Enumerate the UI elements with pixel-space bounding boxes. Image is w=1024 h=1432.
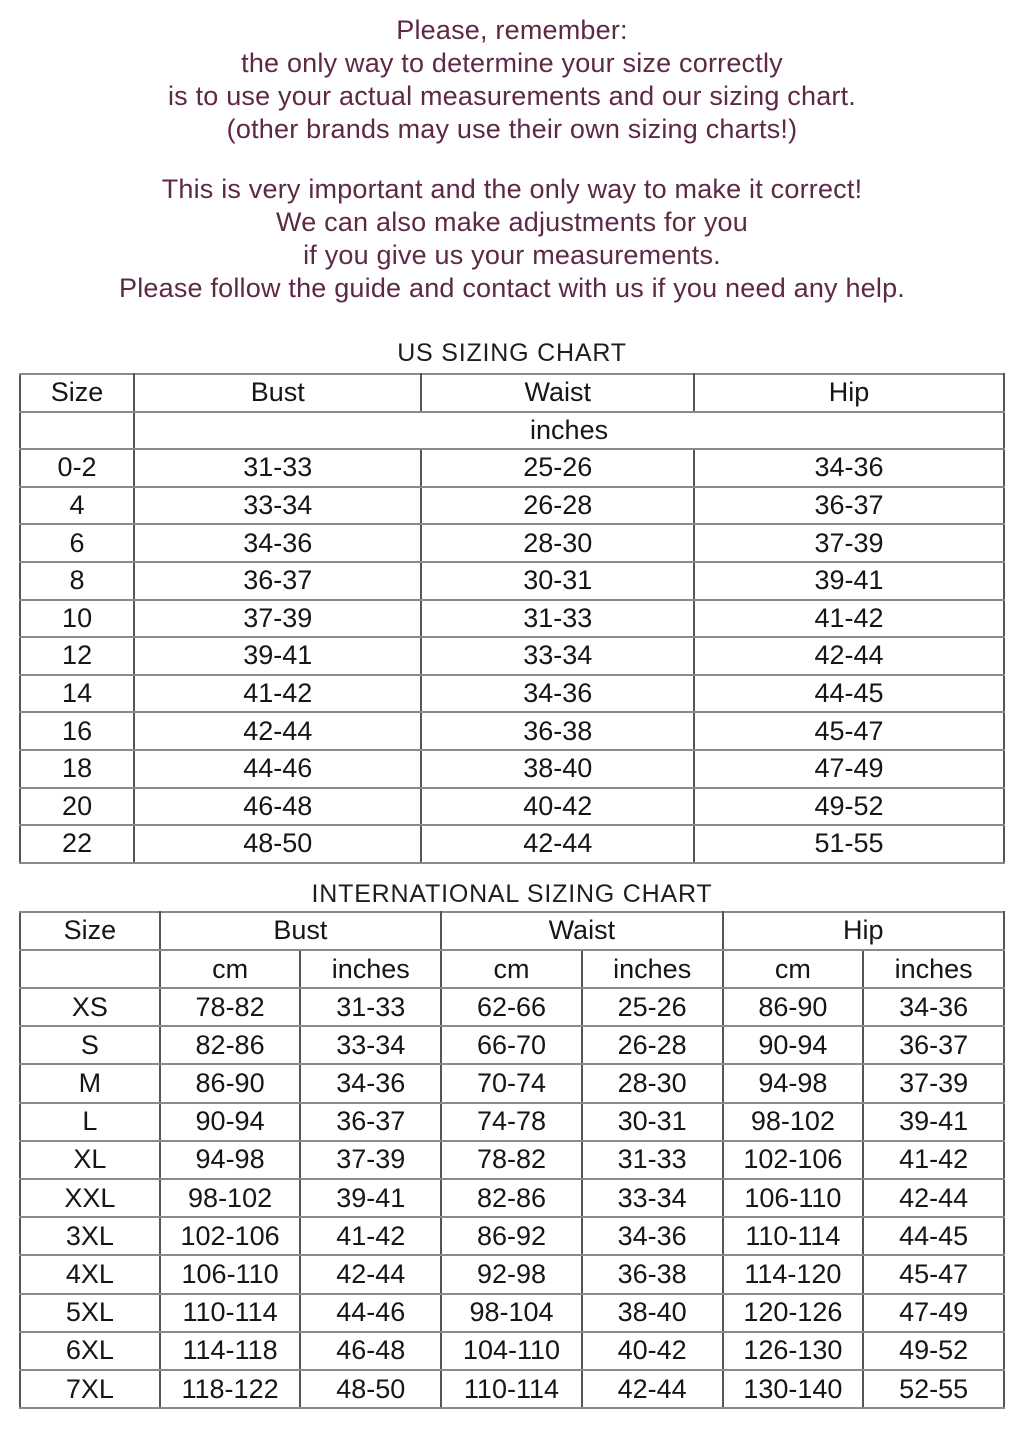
measurement-cell: 49-52 [863, 1332, 1004, 1370]
measurement-cell: 34-36 [300, 1064, 441, 1102]
intro-line: is to use your actual measurements and our sizing chart. [167, 81, 857, 111]
measurement-cell: 104-110 [441, 1332, 582, 1370]
measurement-cell: 33-34 [134, 487, 421, 525]
size-cell: 14 [20, 675, 134, 713]
measurement-cell: 31-33 [300, 988, 441, 1026]
measurement-cell: 42-44 [421, 825, 694, 863]
measurement-cell: 110-114 [160, 1294, 301, 1332]
intl-unit-row [20, 950, 1004, 988]
measurement-cell: 78-82 [160, 988, 301, 1026]
table-row [20, 1026, 1004, 1064]
table-row [20, 988, 1004, 1026]
size-cell: 6XL [20, 1332, 160, 1370]
measurement-cell: 28-30 [421, 524, 694, 562]
size-cell: M [20, 1064, 160, 1102]
column-header-hip: Hip [694, 374, 1004, 412]
measurement-cell: 46-48 [300, 1332, 441, 1370]
measurement-cell: 36-37 [134, 562, 421, 600]
size-cell: 16 [20, 712, 134, 750]
intl-chart-title: INTERNATIONAL SIZING CHART [311, 879, 713, 908]
size-cell: 12 [20, 637, 134, 675]
us-unit-row [20, 412, 1004, 450]
measurement-cell: 41-42 [300, 1217, 441, 1255]
measurement-cell: 78-82 [441, 1141, 582, 1179]
measurement-cell: 33-34 [582, 1179, 723, 1217]
measurement-cell: 44-46 [134, 750, 421, 788]
table-row [20, 449, 1004, 487]
size-cell: 20 [20, 788, 134, 826]
measurement-cell: 46-48 [134, 788, 421, 826]
column-header-size: Size [20, 374, 134, 412]
column-header-hip: Hip [723, 912, 1004, 950]
measurement-cell: 48-50 [300, 1370, 441, 1408]
measurement-cell: 98-102 [160, 1179, 301, 1217]
table-row [20, 1217, 1004, 1255]
us-sizing-table [19, 373, 1005, 864]
measurement-cell: 34-36 [694, 449, 1004, 487]
measurement-cell: 36-38 [582, 1255, 723, 1293]
size-cell: 8 [20, 562, 134, 600]
size-cell: XL [20, 1141, 160, 1179]
measurement-cell: 44-45 [694, 675, 1004, 713]
measurement-cell: 110-114 [723, 1217, 864, 1255]
measurement-cell: 40-42 [421, 788, 694, 826]
measurement-cell: 82-86 [441, 1179, 582, 1217]
measurement-cell: 47-49 [863, 1294, 1004, 1332]
measurement-cell: 118-122 [160, 1370, 301, 1408]
measurement-cell: 38-40 [582, 1294, 723, 1332]
measurement-cell: 33-34 [300, 1026, 441, 1064]
measurement-cell: 66-70 [441, 1026, 582, 1064]
measurement-cell: 74-78 [441, 1103, 582, 1141]
measurement-cell: 31-33 [134, 449, 421, 487]
table-row [20, 1141, 1004, 1179]
us-chart-title: US SIZING CHART [397, 339, 627, 367]
intro-line: Please follow the guide and contact with us if you need any help. [118, 273, 905, 303]
measurement-cell: 51-55 [694, 825, 1004, 863]
size-cell: XXL [20, 1179, 160, 1217]
measurement-cell: 34-36 [863, 988, 1004, 1026]
intl-header-row [20, 912, 1004, 950]
column-header-bust: Bust [160, 912, 441, 950]
measurement-cell: 106-110 [160, 1255, 301, 1293]
unit-label-cell: cm [441, 950, 582, 988]
measurement-cell: 39-41 [134, 637, 421, 675]
unit-label-cell: cm [160, 950, 301, 988]
measurement-cell: 36-37 [863, 1026, 1004, 1064]
table-row [20, 600, 1004, 638]
measurement-cell: 42-44 [300, 1255, 441, 1293]
column-header-waist: Waist [421, 374, 694, 412]
size-cell: 4 [20, 487, 134, 525]
measurement-cell: 36-37 [300, 1103, 441, 1141]
measurement-cell: 30-31 [421, 562, 694, 600]
measurement-cell: 28-30 [582, 1064, 723, 1102]
size-cell: S [20, 1026, 160, 1064]
column-header-bust: Bust [134, 374, 421, 412]
measurement-cell: 31-33 [582, 1141, 723, 1179]
measurement-cell: 90-94 [160, 1103, 301, 1141]
measurement-cell: 34-36 [421, 675, 694, 713]
measurement-cell: 48-50 [134, 825, 421, 863]
measurement-cell: 106-110 [723, 1179, 864, 1217]
intro-paragraph-2 [0, 173, 1024, 305]
empty-cell [20, 950, 160, 988]
column-header-size: Size [20, 912, 160, 950]
table-row [20, 487, 1004, 525]
measurement-cell: 25-26 [582, 988, 723, 1026]
table-row [20, 637, 1004, 675]
table-row [20, 524, 1004, 562]
empty-cell [20, 412, 134, 450]
measurement-cell: 37-39 [863, 1064, 1004, 1102]
unit-label-cell: cm [723, 950, 864, 988]
table-row [20, 1370, 1004, 1408]
measurement-cell: 110-114 [441, 1370, 582, 1408]
table-row [20, 750, 1004, 788]
measurement-cell: 39-41 [863, 1103, 1004, 1141]
measurement-cell: 45-47 [863, 1255, 1004, 1293]
measurement-cell: 52-55 [863, 1370, 1004, 1408]
measurement-cell: 42-44 [134, 712, 421, 750]
measurement-cell: 30-31 [582, 1103, 723, 1141]
column-header-waist: Waist [441, 912, 722, 950]
size-cell: 18 [20, 750, 134, 788]
table-row [20, 712, 1004, 750]
size-cell: 7XL [20, 1370, 160, 1408]
intro-line: the only way to determine your size correctly [241, 48, 783, 78]
table-row [20, 1064, 1004, 1102]
measurement-cell: 34-36 [134, 524, 421, 562]
intro-line: if you give us your measurements. [303, 240, 721, 270]
table-row [20, 825, 1004, 863]
measurement-cell: 94-98 [723, 1064, 864, 1102]
size-cell: 4XL [20, 1255, 160, 1293]
table-row [20, 1332, 1004, 1370]
measurement-cell: 92-98 [441, 1255, 582, 1293]
measurement-cell: 130-140 [723, 1370, 864, 1408]
measurement-cell: 44-45 [863, 1217, 1004, 1255]
measurement-cell: 37-39 [300, 1141, 441, 1179]
measurement-cell: 31-33 [421, 600, 694, 638]
table-row [20, 1294, 1004, 1332]
unit-label-cell: inches [300, 950, 441, 988]
table-row [20, 675, 1004, 713]
measurement-cell: 38-40 [421, 750, 694, 788]
measurement-cell: 49-52 [694, 788, 1004, 826]
size-cell: 5XL [20, 1294, 160, 1332]
measurement-cell: 39-41 [694, 562, 1004, 600]
measurement-cell: 82-86 [160, 1026, 301, 1064]
international-sizing-table [19, 911, 1005, 1409]
measurement-cell: 90-94 [723, 1026, 864, 1064]
measurement-cell: 26-28 [421, 487, 694, 525]
measurement-cell: 62-66 [441, 988, 582, 1026]
measurement-cell: 44-46 [300, 1294, 441, 1332]
table-row [20, 1255, 1004, 1293]
measurement-cell: 36-38 [421, 712, 694, 750]
intro-line: We can also make adjustments for you [276, 207, 748, 237]
measurement-cell: 41-42 [134, 675, 421, 713]
measurement-cell: 98-102 [723, 1103, 864, 1141]
unit-label-cell: inches [863, 950, 1004, 988]
intro-paragraph-1 [0, 0, 1024, 146]
measurement-cell: 26-28 [582, 1026, 723, 1064]
measurement-cell: 98-104 [441, 1294, 582, 1332]
unit-label-cell: inches [134, 412, 1004, 450]
measurement-cell: 114-120 [723, 1255, 864, 1293]
measurement-cell: 40-42 [582, 1332, 723, 1370]
measurement-cell: 39-41 [300, 1179, 441, 1217]
measurement-cell: 45-47 [694, 712, 1004, 750]
intro-line: Please, remember: [396, 15, 628, 45]
measurement-cell: 34-36 [582, 1217, 723, 1255]
measurement-cell: 70-74 [441, 1064, 582, 1102]
intro-line: (other brands may use their own sizing charts!) [226, 114, 798, 144]
measurement-cell: 37-39 [694, 524, 1004, 562]
measurement-cell: 102-106 [723, 1141, 864, 1179]
size-cell: L [20, 1103, 160, 1141]
measurement-cell: 102-106 [160, 1217, 301, 1255]
measurement-cell: 41-42 [694, 600, 1004, 638]
size-cell: 6 [20, 524, 134, 562]
measurement-cell: 94-98 [160, 1141, 301, 1179]
unit-label-cell: inches [582, 950, 723, 988]
measurement-cell: 42-44 [582, 1370, 723, 1408]
size-cell: 10 [20, 600, 134, 638]
table-row [20, 788, 1004, 826]
measurement-cell: 25-26 [421, 449, 694, 487]
intro-line: This is very important and the only way to make it correct! [161, 174, 863, 204]
size-cell: XS [20, 988, 160, 1026]
size-cell: 3XL [20, 1217, 160, 1255]
table-row [20, 1179, 1004, 1217]
table-row [20, 1103, 1004, 1141]
measurement-cell: 37-39 [134, 600, 421, 638]
measurement-cell: 33-34 [421, 637, 694, 675]
table-row [20, 562, 1004, 600]
measurement-cell: 86-90 [723, 988, 864, 1026]
measurement-cell: 41-42 [863, 1141, 1004, 1179]
size-cell: 22 [20, 825, 134, 863]
measurement-cell: 42-44 [694, 637, 1004, 675]
size-cell: 0-2 [20, 449, 134, 487]
measurement-cell: 120-126 [723, 1294, 864, 1332]
measurement-cell: 86-92 [441, 1217, 582, 1255]
measurement-cell: 126-130 [723, 1332, 864, 1370]
measurement-cell: 36-37 [694, 487, 1004, 525]
us-header-row [20, 374, 1004, 412]
measurement-cell: 47-49 [694, 750, 1004, 788]
measurement-cell: 42-44 [863, 1179, 1004, 1217]
measurement-cell: 86-90 [160, 1064, 301, 1102]
measurement-cell: 114-118 [160, 1332, 301, 1370]
